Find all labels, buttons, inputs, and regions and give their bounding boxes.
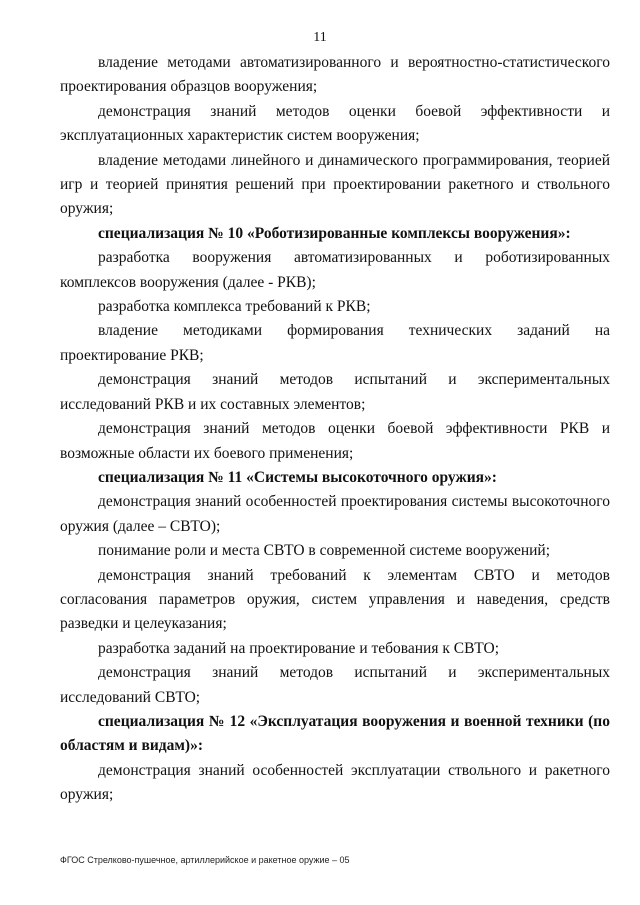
paragraph: разработка вооружения автоматизированных и роботизированных комплексов вооружения (далее - РКВ); <box>60 249 610 291</box>
paragraph: демонстрация знаний методов испытаний и экспериментальных исследований РКВ и их составных элементов; <box>60 371 610 413</box>
paragraph: понимание роли и места СВТО в современной системе вооружений; <box>98 542 551 560</box>
paragraph: владение методиками формирования технических заданий на проектирование РКВ; <box>60 322 610 364</box>
paragraph: разработка заданий на проектирование и тебования к СВТО; <box>98 639 500 657</box>
paragraph: владение методами линейного и динамического программирования, теорией игр и теорией принятия решений при проектировании ракетного и ствольного оружия; <box>60 151 610 218</box>
section-heading: специализация № 11 «Системы высокоточного оружия»: <box>98 468 497 486</box>
section-heading: специализация № 12 «Эксплуатация вооружения и военной техники (по областям и видам)»: <box>60 712 610 755</box>
footer-text: ФГОС Стрелково-пушечное, артиллерийское и ракетное оружие – 05 <box>60 855 350 865</box>
paragraph: демонстрация знаний требований к элементам СВТО и методов согласования параметров оружия, систем управления и наведения, средств разведки и целеуказания; <box>60 566 610 633</box>
section-heading: специализация № 10 «Роботизированные комплексы вооружения»: <box>98 224 571 242</box>
page-number: 11 <box>313 30 327 45</box>
paragraph: разработка комплекса требований к РКВ; <box>98 298 371 316</box>
paragraph: демонстрация знаний методов оценки боевой эффективности РКВ и возможные области их боевого применения; <box>60 420 610 462</box>
paragraph: владение методами автоматизированного и вероятностно-статистического проектирования образцов вооружения; <box>60 54 610 96</box>
paragraph: демонстрация знаний особенностей эксплуатации ствольного и ракетного оружия; <box>60 761 610 804</box>
paragraph: демонстрация знаний особенностей проектирования системы высокоточного оружия (далее – СВТО); <box>60 493 610 535</box>
document-body <box>60 51 610 808</box>
paragraph: демонстрация знаний методов оценки боевой эффективности и эксплуатационных характеристик систем вооружения; <box>60 102 610 145</box>
paragraph: демонстрация знаний методов испытаний и экспериментальных исследований СВТО; <box>60 664 610 706</box>
